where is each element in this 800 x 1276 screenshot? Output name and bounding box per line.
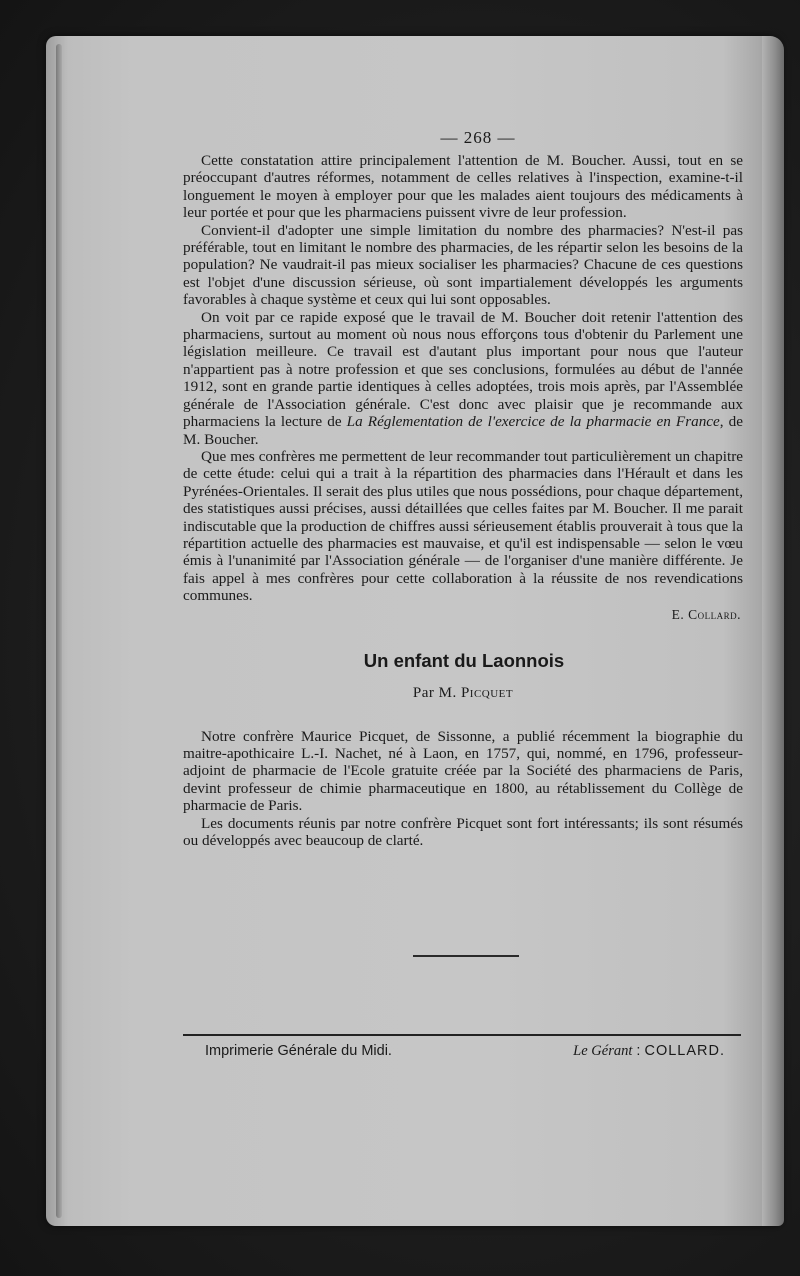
paragraph-3-text-before: On voit par ce rapide exposé que le travail de M. Boucher doit retenir l'attention des pharmaciens, surtout au moment où nous nous efforçons tous d'obtenir du Parlement une législation meilleure. Ce travail est d'autant plus important pour nous que l'auteur n'appartient pas à notre profession et que ses conclusions, formulées au début de l'année 1912, sont en grande partie identiques à celles adoptées, trois mois après, par l'Assemblée générale de l'Association générale. C'est donc avec plaisir que je recommande aux pharmaciens la lecture de [183, 308, 743, 431]
page-number: — 268 — [440, 128, 516, 147]
article-byline [183, 685, 743, 702]
footer-rule [183, 1034, 741, 1036]
paragraph-4: Que mes confrères me permettent de leur recommander tout particulièrement un chapitre de cette étude: celui qui a trait à la répartition des pharmacies dans l'Hérault et dans les Pyrénées-Orientales. Il serait des plus utiles que nous possédions, pour chaque département, des statistiques aussi précises, aussi détaillées que celles faites par M. Boucher. Il me parait indiscutable que la production de chiffres aussi sérieusement établis prouverait à tous que la répartition actuelle des pharmacies est mauvaise, et qu'il est indispensable — selon le vœu émis à l'unanimité par l'Association générale — de l'organiser d'une manière différente. Je fais appel à mes confrères pour cette collaboration à la réussite de nos revendications communes. [183, 447, 743, 605]
book-title-italic: La Réglementation de l'exercice de la pharmacie en France [346, 413, 720, 431]
byline-author: Picquet [460, 684, 514, 701]
gerant-name: COLLARD. [644, 1043, 725, 1059]
printer-credit: Imprimerie Générale du Midi. [205, 1043, 392, 1059]
page-binding-edge [56, 44, 62, 1218]
gerant-label: Le Gérant [573, 1043, 633, 1059]
page-fore-edge [762, 36, 784, 1226]
paragraph-3 [183, 309, 743, 448]
section-divider [413, 955, 519, 957]
article-paragraph-2: Les documents réunis par notre confrère Picquet sont fort intéressants; ils sont résumés ou développés avec beaucoup de clarté. [183, 814, 743, 849]
page-content [183, 128, 743, 849]
paragraph-3-text-after: , de M. Boucher. [183, 413, 743, 448]
article-body [183, 728, 743, 850]
article-title: Un enfant du Laonnois [363, 649, 565, 671]
article-paragraph-1: Notre confrère Maurice Picquet, de Sissonne, a publié récemment la biographie du maitre-apothicaire L.-I. Nachet, né à Laon, en 1757, qui, nommé, en 1796, professeur-adjoint de pharmacie de l'Ecole gratuite créée par la Société des pharmaciens de Paris, devint professeur de chimie pharmaceutique en 1800, au rétablissement du Collège de pharmacie de Paris. [183, 727, 743, 815]
paragraph-1: Cette constatation attire principalement l'attention de M. Boucher. Aussi, tout en se préoccupant d'autres réformes, notamment de celles relatives à l'inspection, examine-t-il longuement le moyen à employer pour que les malades aient toujours des médicaments à leur portée et pour que les pharmaciens puissent vivre de leur profession. [183, 152, 743, 222]
gerant-credit [573, 1043, 725, 1060]
page-footer [205, 1043, 725, 1060]
paragraph-2: Convient-il d'adopter une simple limitation du nombre des pharmacies? N'est-il pas préférable, tout en limitant le nombre des pharmacies, de les répartir selon les besoins de la population? Ne vaudrait-il pas mieux socialiser les pharmacies? Chacune de ces questions est l'objet d'une discussion sérieuse, où sont impartialement développés les arguments favorables à chaque système et ceux qui lui sont opposables. [183, 221, 743, 309]
gerant-separator: : [632, 1043, 645, 1059]
byline-prefix: Par M. [412, 684, 457, 701]
signature: E. Collard. [671, 606, 741, 622]
